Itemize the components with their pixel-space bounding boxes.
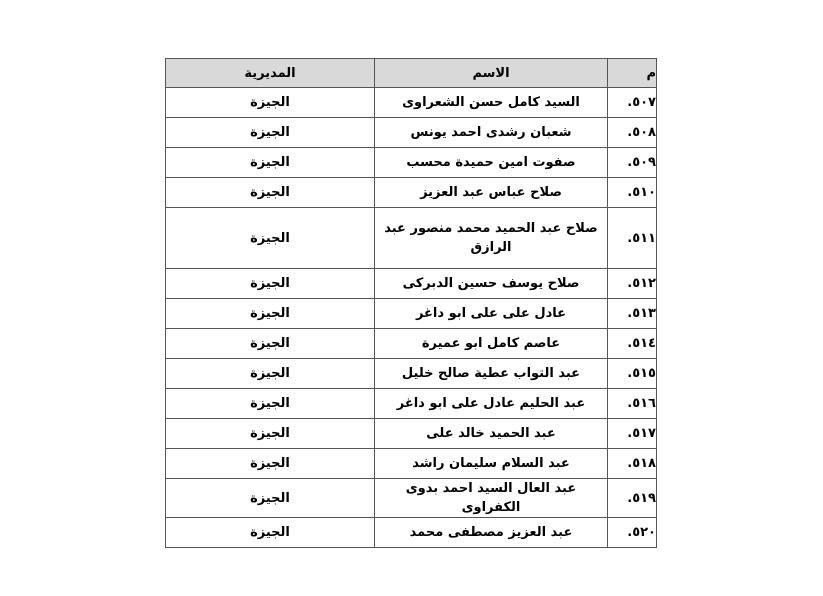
- row-number: ٥١٢.: [608, 269, 657, 299]
- table-row: [166, 389, 657, 419]
- table-row: [166, 88, 657, 118]
- names-table: [165, 58, 657, 548]
- row-directorate: الجيزة: [166, 419, 375, 449]
- header-number: م: [608, 59, 657, 88]
- header-row: [166, 59, 657, 88]
- row-directorate: الجيزة: [166, 479, 375, 518]
- row-directorate: الجيزة: [166, 389, 375, 419]
- row-directorate: الجيزة: [166, 118, 375, 148]
- row-directorate: الجيزة: [166, 88, 375, 118]
- row-number: ٥١١.: [608, 208, 657, 269]
- row-name: عبد التواب عطية صالح خليل: [375, 359, 608, 389]
- row-number: ٥١٩.: [608, 479, 657, 518]
- row-number: ٥١٠.: [608, 178, 657, 208]
- row-name: صلاح عباس عبد العزيز: [375, 178, 608, 208]
- table-row: [166, 208, 657, 269]
- row-name: عبد العزيز مصطفى محمد: [375, 518, 608, 548]
- row-directorate: الجيزة: [166, 359, 375, 389]
- row-name: السيد كامل حسن الشعراوى: [375, 88, 608, 118]
- row-name: عاصم كامل ابو عميرة: [375, 329, 608, 359]
- row-directorate: الجيزة: [166, 299, 375, 329]
- table-row: [166, 419, 657, 449]
- row-number: ٥٠٧.: [608, 88, 657, 118]
- table-row: [166, 299, 657, 329]
- row-number: ٥٠٨.: [608, 118, 657, 148]
- row-number: ٥١٣.: [608, 299, 657, 329]
- table-row: [166, 329, 657, 359]
- table-row: [166, 449, 657, 479]
- row-name: صفوت امين حميدة محسب: [375, 148, 608, 178]
- row-number: ٥١٨.: [608, 449, 657, 479]
- row-name: عادل على على ابو داغر: [375, 299, 608, 329]
- row-number: ٥١٧.: [608, 419, 657, 449]
- row-name: صلاح عبد الحميد محمد منصور عبد الرازق: [375, 208, 608, 269]
- table-row: [166, 518, 657, 548]
- row-number: ٥٠٩.: [608, 148, 657, 178]
- table-header: [166, 59, 657, 88]
- row-directorate: الجيزة: [166, 178, 375, 208]
- row-number: ٥٢٠.: [608, 518, 657, 548]
- header-directorate: المديرية: [166, 59, 375, 88]
- table-row: [166, 269, 657, 299]
- row-directorate: الجيزة: [166, 148, 375, 178]
- table-row: [166, 178, 657, 208]
- table-body: [166, 88, 657, 548]
- row-name: عبد العال السيد احمد بدوى الكفراوى: [375, 479, 608, 518]
- row-name: عبد السلام سليمان راشد: [375, 449, 608, 479]
- table-row: [166, 148, 657, 178]
- row-directorate: الجيزة: [166, 329, 375, 359]
- row-number: ٥١٤.: [608, 329, 657, 359]
- row-name: عبد الحليم عادل على ابو داغر: [375, 389, 608, 419]
- row-name: صلاح يوسف حسين الدبركى: [375, 269, 608, 299]
- row-name: عبد الحميد خالد على: [375, 419, 608, 449]
- row-name: شعبان رشدى احمد يونس: [375, 118, 608, 148]
- table-row: [166, 359, 657, 389]
- row-directorate: الجيزة: [166, 269, 375, 299]
- row-directorate: الجيزة: [166, 449, 375, 479]
- table-row: [166, 118, 657, 148]
- row-directorate: الجيزة: [166, 208, 375, 269]
- table-row: [166, 479, 657, 518]
- row-directorate: الجيزة: [166, 518, 375, 548]
- row-number: ٥١٦.: [608, 389, 657, 419]
- header-name: الاسم: [375, 59, 608, 88]
- row-number: ٥١٥.: [608, 359, 657, 389]
